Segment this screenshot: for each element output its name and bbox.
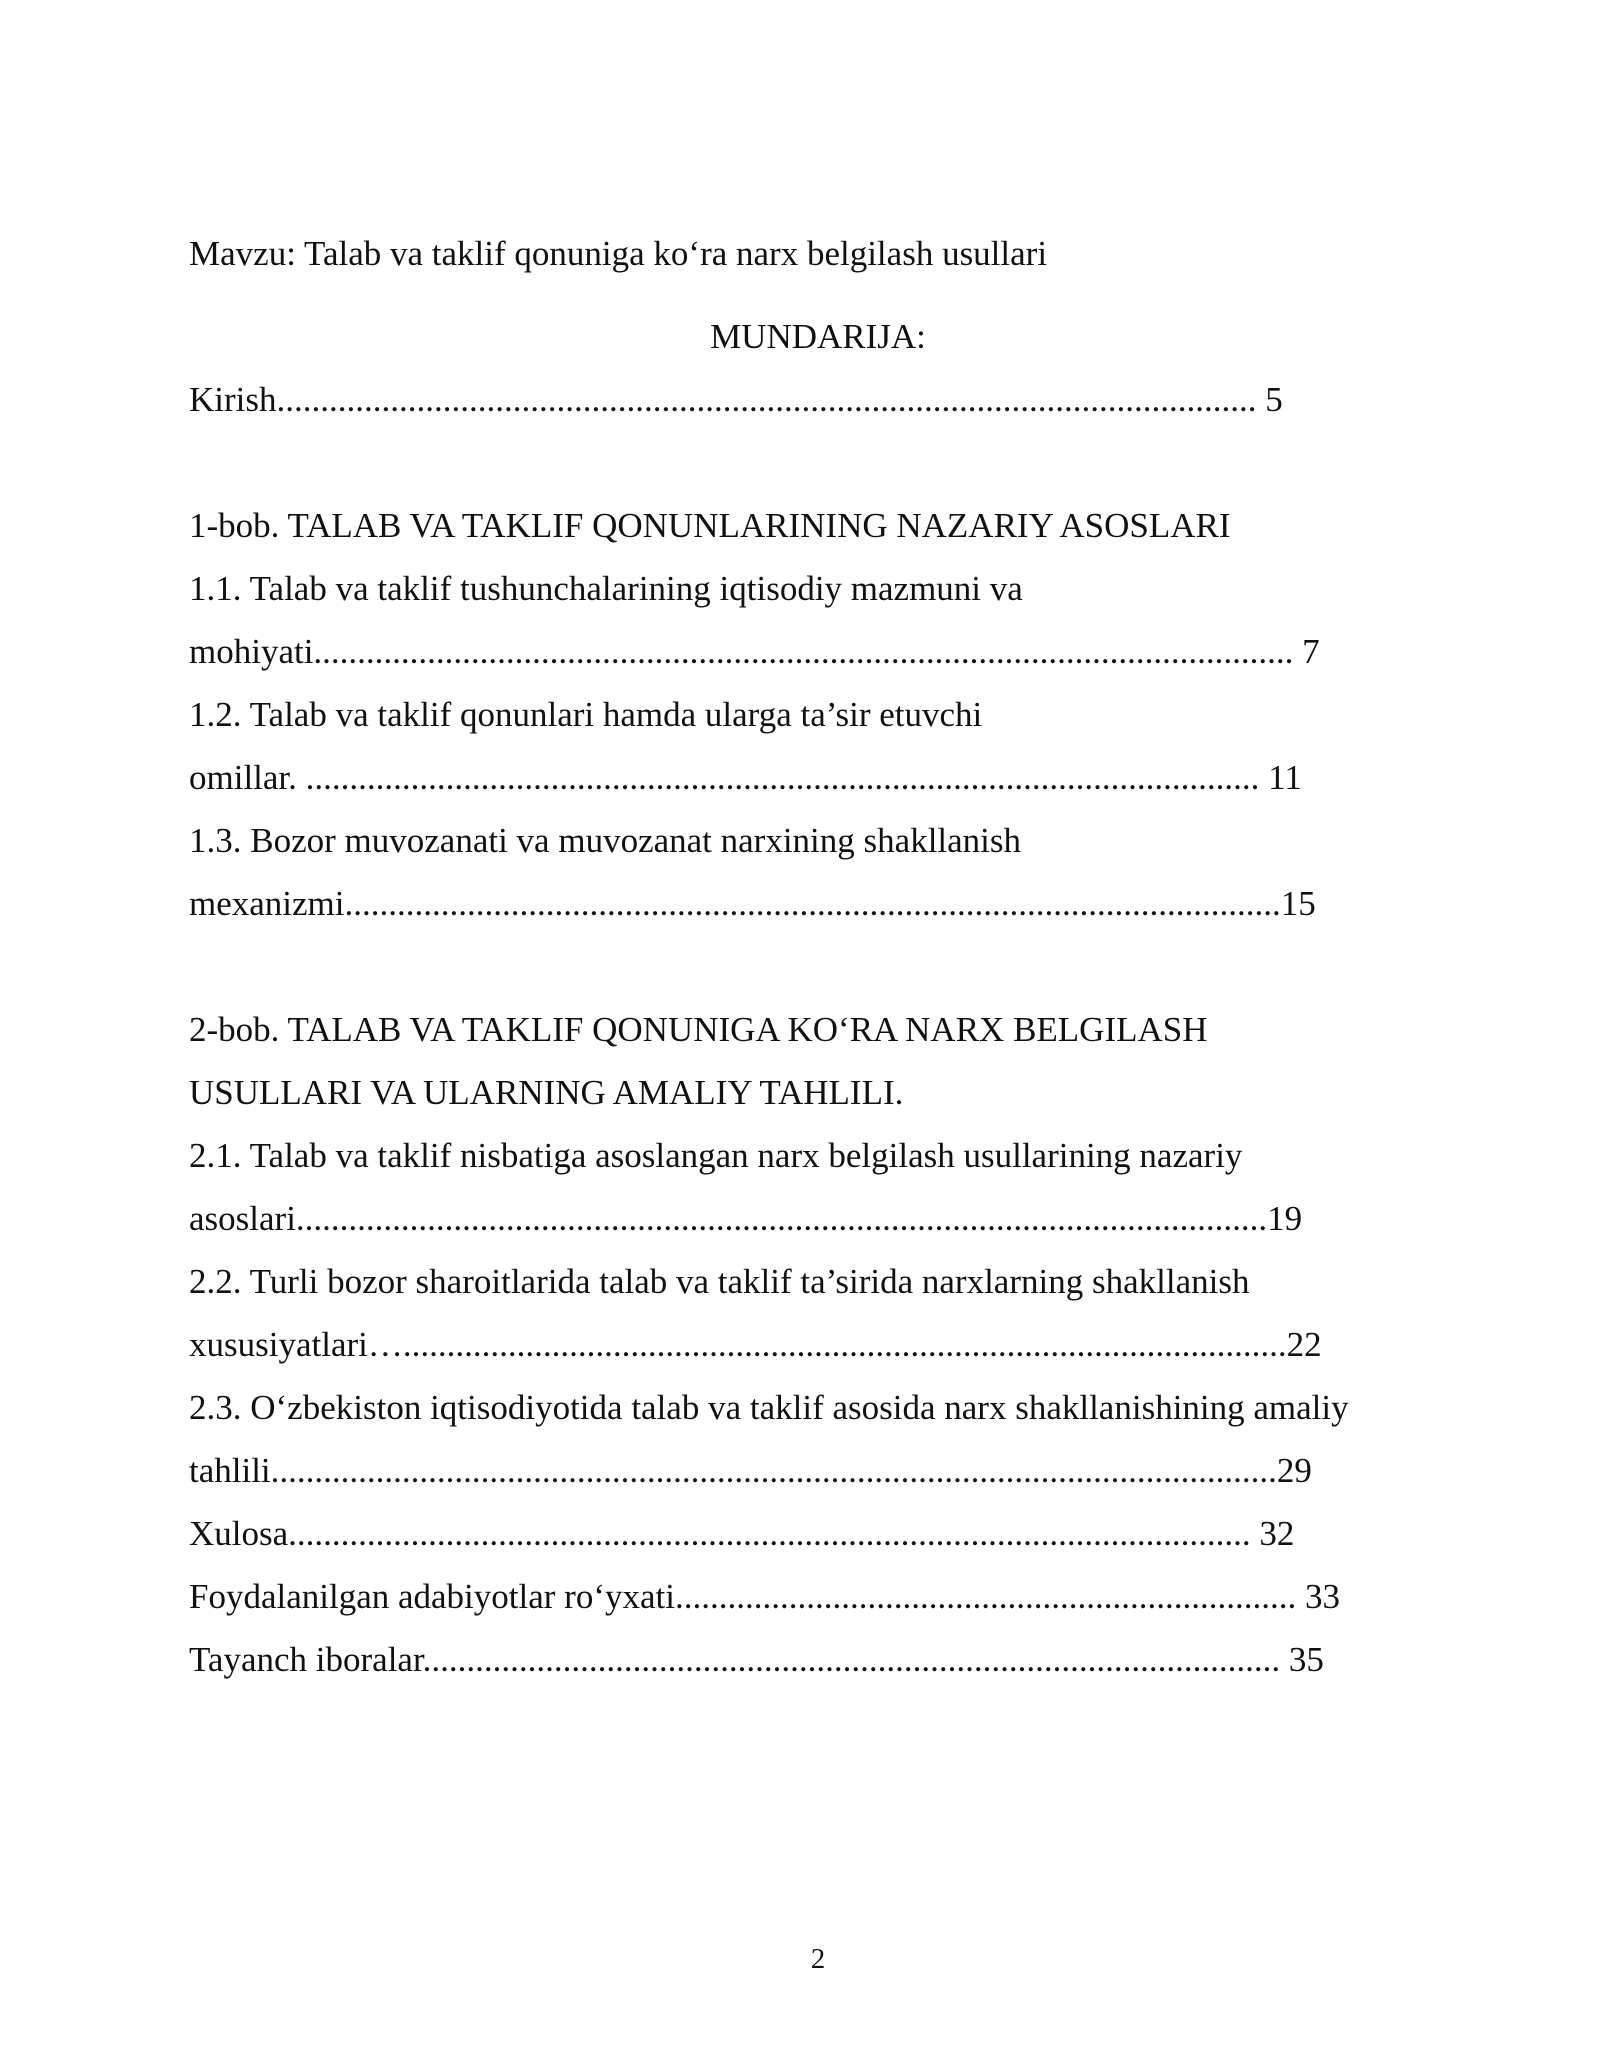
toc-entry-adabiyotlar: Foydalanilgan adabiyotlar ro‘yxati....................................................................... 33 bbox=[189, 1577, 1340, 1616]
toc-entry-2-3-line-2: tahlili...................................................................................................................29 bbox=[189, 1451, 1312, 1490]
toc-entry-2-2-line-2: xususiyatlari….....................................................................................................22 bbox=[189, 1325, 1322, 1364]
chapter-1-heading: 1-bob. TALAB VA TAKLIF QONUNLARINING NAZARIY ASOSLARI bbox=[189, 506, 1231, 545]
topic-line: Mavzu: Talab va taklif qonuniga ko‘ra narx belgilash usullari bbox=[189, 234, 1048, 273]
toc-entry-1-2-line-2: omillar. ............................................................................................................. 11 bbox=[189, 758, 1302, 797]
toc-entry-2-3-line-1: 2.3. O‘zbekiston iqtisodiyotida talab va taklif asosida narx shakllanishining amaliy bbox=[189, 1388, 1349, 1427]
toc-entry-tayanch-iboralar: Tayanch iboralar.................................................................................................. 35 bbox=[189, 1640, 1324, 1679]
toc-entry-1-3-line-1: 1.3. Bozor muvozanati va muvozanat narxining shakllanish bbox=[189, 821, 1022, 860]
toc-entry-kirish: Kirish................................................................................................................ 5 bbox=[189, 380, 1283, 419]
toc-entry-xulosa: Xulosa.............................................................................................................. 32 bbox=[189, 1514, 1295, 1553]
toc-entry-2-2-line-1: 2.2. Turli bozor sharoitlarida talab va taklif ta’sirida narxlarning shakllanish bbox=[189, 1262, 1250, 1301]
toc-entry-2-1-line-1: 2.1. Talab va taklif nisbatiga asoslangan narx belgilash usullarining nazariy bbox=[189, 1136, 1243, 1175]
toc-entry-2-1-line-2: asoslari...............................................................................................................19 bbox=[189, 1199, 1303, 1238]
page-number: 2 bbox=[810, 1943, 826, 1975]
chapter-2-heading-line-2: USULLARI VA ULARNING AMALIY TAHLILI. bbox=[189, 1073, 904, 1112]
toc-entry-1-3-line-2: mexanizmi...........................................................................................................15 bbox=[189, 884, 1316, 923]
toc-entry-1-2-line-1: 1.2. Talab va taklif qonunlari hamda ularga ta’sir etuvchi bbox=[189, 695, 983, 734]
toc-entry-1-1-line-2: mohiyati................................................................................................................ 7 bbox=[189, 632, 1320, 671]
toc-heading: MUNDARIJA: bbox=[710, 317, 926, 356]
toc-entry-1-1-line-1: 1.1. Talab va taklif tushunchalarining iqtisodiy mazmuni va bbox=[189, 569, 1023, 608]
chapter-2-heading-line-1: 2-bob. TALAB VA TAKLIF QONUNIGA KO‘RA NARX BELGILASH bbox=[189, 1010, 1208, 1049]
